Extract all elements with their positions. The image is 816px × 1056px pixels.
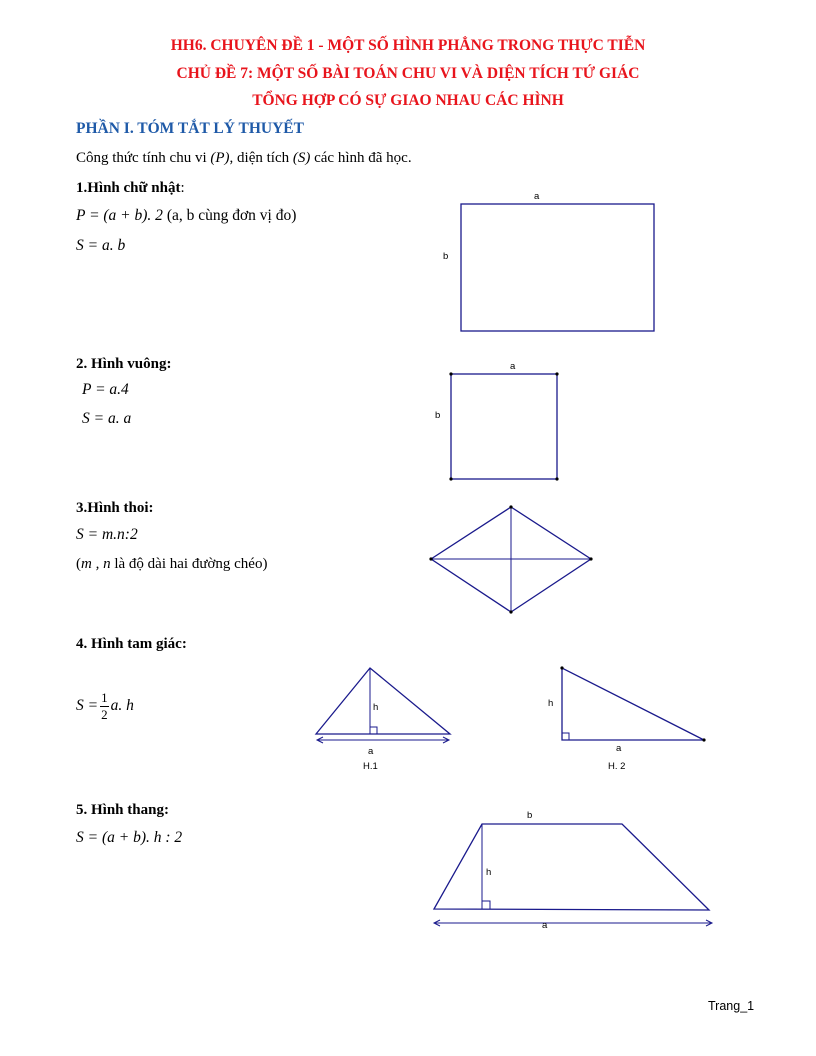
square-heading: 2. Hình vuông: bbox=[76, 356, 172, 372]
rhombus-note: (m , n là độ dài hai đường chéo) bbox=[76, 556, 268, 572]
rectangle-label-b: b bbox=[443, 251, 449, 262]
triangle-area-formula: S = $\frac{1}{2}$ a. h bbox=[76, 690, 134, 722]
document-title-line-2: CHỦ ĐỀ 7: MỘT SỐ BÀI TOÁN CHU VI VÀ DIỆN TÍCH TỨ GIÁC bbox=[176, 65, 640, 82]
document-title-line-3: TỔNG HỢP CÓ SỰ GIAO NHAU CÁC HÌNH bbox=[252, 92, 564, 109]
triangle-h2-label-h: h bbox=[548, 698, 554, 709]
triangle-h1-label-a: a bbox=[368, 746, 374, 757]
rectangle-area-formula: S = a. b bbox=[76, 237, 126, 254]
square-label-a: a bbox=[510, 361, 516, 372]
triangle-heading: 4. Hình tam giác: bbox=[76, 636, 187, 652]
rectangle-heading: 1.Hình chữ nhật: bbox=[76, 180, 185, 196]
trapezoid-label-b: b bbox=[527, 810, 533, 821]
square-perimeter-formula: P = a.4 bbox=[82, 381, 129, 398]
rectangle-label-a: a bbox=[534, 191, 540, 202]
trapezoid-heading: 5. Hình thang: bbox=[76, 802, 169, 818]
part-1-heading: PHẦN I. TÓM TẮT LÝ THUYẾT bbox=[76, 120, 304, 137]
document-title-line-1: HH6. CHUYÊN ĐỀ 1 - MỘT SỐ HÌNH PHẲNG TRONG THỰC TIỄN bbox=[170, 37, 646, 54]
intro-text: Công thức tính chu vi (P), diện tích (S) các hình đã học. bbox=[76, 150, 412, 166]
triangle-h2-label-a: a bbox=[616, 743, 622, 754]
trapezoid-label-a: a bbox=[542, 920, 548, 931]
right-angle-marker bbox=[482, 901, 490, 909]
triangle-h2-caption: H. 2 bbox=[608, 761, 626, 772]
trapezoid-area-formula: S = (a + b). h : 2 bbox=[76, 829, 183, 846]
rectangle-perimeter-formula: P = (a + b). 2 (a, b cùng đơn vị đo) bbox=[76, 207, 297, 224]
fraction-one-half: $\frac{1}{2}$ bbox=[101, 690, 108, 722]
trapezoid-shape bbox=[434, 824, 709, 910]
triangle-h1-label-h: h bbox=[373, 702, 379, 713]
triangle-h1-caption: H.1 bbox=[363, 761, 378, 772]
square-area-formula: S = a. a bbox=[82, 410, 132, 427]
page-number: Trang_1 bbox=[708, 999, 755, 1013]
rhombus-area-formula: S = m.n:2 bbox=[76, 526, 138, 543]
trapezoid-label-h: h bbox=[486, 867, 492, 878]
square-label-b: b bbox=[435, 410, 441, 421]
rhombus-heading: 3.Hình thoi: bbox=[76, 500, 154, 516]
